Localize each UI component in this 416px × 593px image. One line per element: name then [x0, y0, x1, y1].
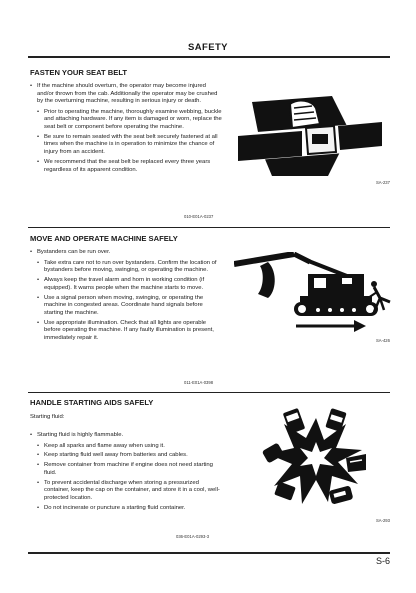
sub-list-item: • Remove container from machine if engine does not need starting fluid.: [37, 462, 220, 477]
list-item: [30, 83, 222, 174]
image-label: SA-237: [376, 180, 390, 185]
reference-code: 011-E01A-0398: [184, 380, 214, 385]
intro-text: Starting fluid:: [30, 414, 65, 420]
reference-code: 010-E01A-0237: [184, 214, 214, 219]
seat-belt-illustration: [232, 92, 382, 178]
sub-list-item: • Use a signal person when moving, swinging, or operating the machine in congested areas. Coordinate hand signals before starting the machine.: [37, 295, 220, 318]
section-divider: [28, 227, 390, 228]
section-divider: [28, 392, 390, 393]
sub-list-item: • Do not incinerate or puncture a starting fluid container.: [37, 505, 220, 513]
image-label: SA-293: [376, 518, 390, 523]
sub-list-item: • Always keep the travel alarm and horn in working condition (if equipped). It warns people when the machine starts to move.: [37, 277, 220, 292]
sub-list-item: • To prevent accidental discharge when storing a pressurized container, keep the cap on the container, and store it in a cool, well-protected location.: [37, 480, 220, 503]
sub-list-item: • Prior to operating the machine, thoroughly examine webbing, buckle and attaching hardware. If any item is damaged or worn, replace the seat belt or component before operating the machine.: [37, 109, 222, 132]
footer-rule: [28, 552, 390, 554]
header-rule: [28, 56, 390, 58]
bullet-text: Bystanders can be run over.: [37, 249, 111, 255]
page-title: SAFETY: [188, 42, 228, 53]
bullet-text: If the machine should overturn, the operator may become injured and/or thrown from the cab. Additionally the operator may be crushed by the overturning machine, resulting in serious injury or death.: [37, 83, 218, 105]
sub-list-item: • Use appropriate illumination. Check that all lights are operable before operating the machine. If any faulty illumination is present, immediately repair it.: [37, 320, 220, 343]
sub-list-item: • Keep starting fluid well away from batteries and cables.: [37, 452, 220, 460]
sub-list: [37, 109, 222, 174]
sub-list-item: • Be sure to remain seated with the seat belt securely fastened at all times when the machine is in operation to minimize the chance of injury from an accident.: [37, 134, 222, 157]
starting-list: [30, 432, 220, 516]
list-item: [30, 432, 220, 513]
bullet-text: Starting fluid is highly flammable.: [37, 432, 124, 438]
image-label: SA-426: [376, 338, 390, 343]
list-item: [30, 249, 220, 342]
section-title-move-operate: MOVE AND OPERATE MACHINE SAFELY: [30, 234, 178, 243]
starting-fluid-explosion-illustration: [262, 406, 370, 514]
excavator-bystander-illustration: [234, 252, 394, 340]
sub-list: [37, 443, 220, 513]
sub-list-item: • We recommend that the seat belt be replaced every three years regardless of its apparent condition.: [37, 159, 222, 174]
reference-code: 036-E01A-0293-3: [176, 534, 210, 539]
move-list: [30, 249, 220, 345]
section-title-starting-aids: HANDLE STARTING AIDS SAFELY: [30, 398, 154, 407]
section-title-seat-belt: FASTEN YOUR SEAT BELT: [30, 68, 128, 77]
sub-list-item: • Keep all sparks and flame away when using it.: [37, 443, 220, 451]
page-number: S-6: [375, 556, 390, 566]
sub-list: [37, 260, 220, 343]
sub-list-item: • Take extra care not to run over bystanders. Confirm the location of bystanders before moving, swinging, or operating the machine.: [37, 260, 220, 275]
seat-belt-list: [30, 83, 222, 177]
